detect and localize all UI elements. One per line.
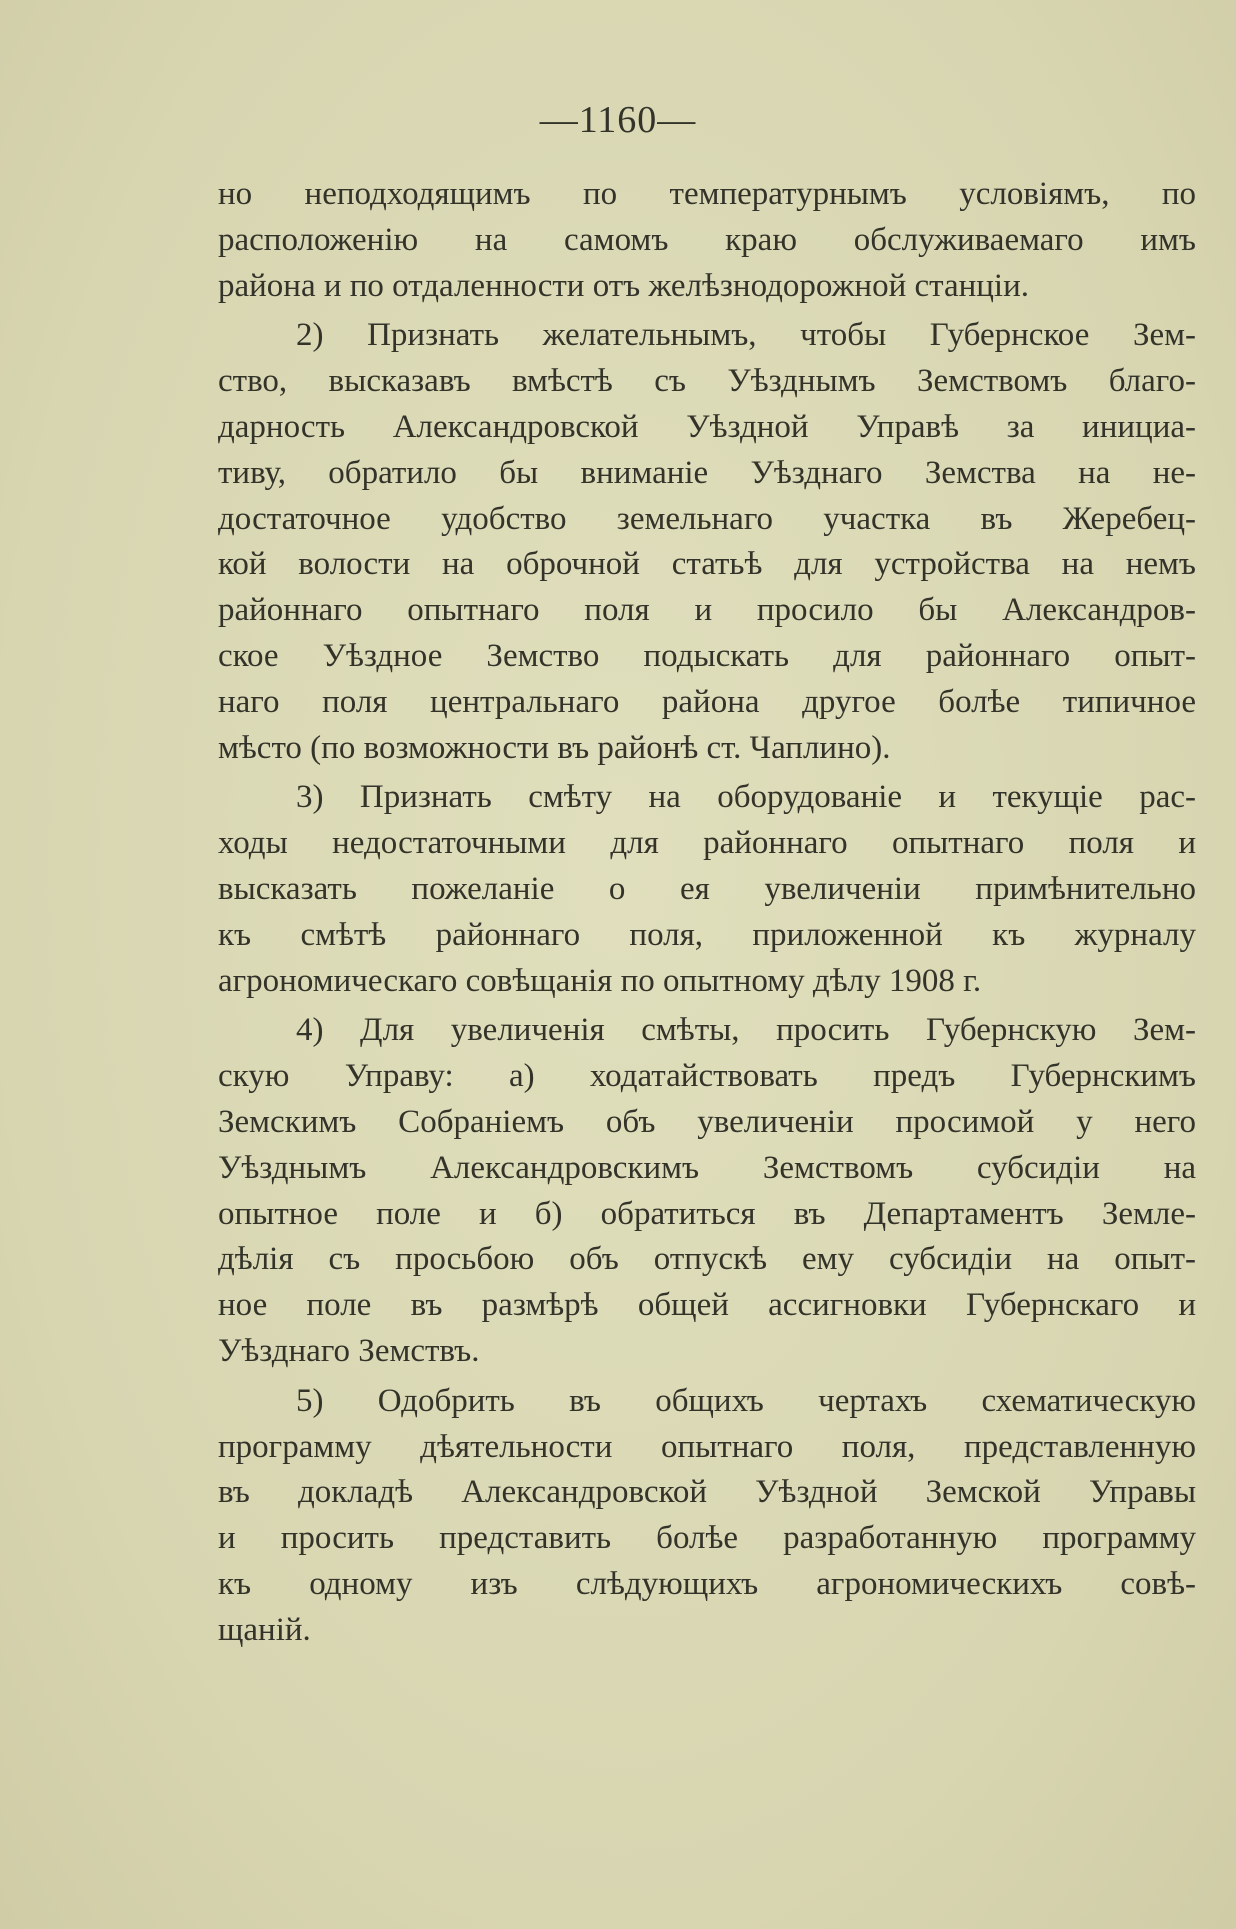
text-line: ское Уѣздное Земство подыскать для районнаго опыт-	[218, 637, 1196, 674]
page-number: —1160—	[539, 99, 697, 141]
paragraph	[218, 775, 1196, 1004]
text-line: районнаго опытнаго поля и просило бы Александров-	[218, 592, 1196, 629]
text-line: ходы недостаточными для районнаго опытнаго поля и	[218, 825, 1196, 862]
text-line: наго поля центральнаго района другое болѣе типичное	[218, 683, 1196, 720]
text-line: скую Управу: а) ходатайствовать предъ Губернскимъ	[218, 1058, 1196, 1095]
text-line: щаній.	[218, 1611, 311, 1648]
paragraph	[218, 1008, 1196, 1374]
text-line: Уѣзднаго Земствъ.	[218, 1332, 480, 1369]
text-line: 4) Для увеличенія смѣты, просить Губернскую Зем-	[296, 1012, 1196, 1049]
text-line: 3) Признать смѣту на оборудованіе и текущіе рас-	[296, 779, 1196, 816]
text-line: дѣлія съ просьбою объ отпускѣ ему субсидіи на опыт-	[218, 1241, 1196, 1278]
text-line: района и по отдаленности отъ желѣзнодорожной станціи.	[218, 267, 1029, 304]
text-line: высказать пожеланіе о ея увеличеніи примѣнительно	[218, 870, 1196, 907]
text-line: къ смѣтѣ районнаго поля, приложенной къ журналу	[218, 916, 1196, 953]
text-line: расположенію на самомъ краю обслуживаемаго имъ	[218, 221, 1196, 258]
text-line: тиву, обратило бы вниманіе Уѣзднаго Земства на не-	[218, 454, 1196, 491]
text-line: ное поле въ размѣрѣ общей ассигновки Губернскаго и	[218, 1287, 1196, 1324]
paragraph	[218, 1379, 1196, 1654]
text-line: кой волости на оброчной статьѣ для устройства на немъ	[218, 546, 1196, 583]
text-line: и просить представить болѣе разработанную программу	[218, 1520, 1196, 1557]
text-line: ство, высказавъ вмѣстѣ съ Уѣзднымъ Земствомъ благо-	[218, 363, 1196, 400]
text-line: Земскимъ Собраніемъ объ увеличеніи просимой у него	[218, 1103, 1196, 1140]
paragraph	[218, 313, 1196, 771]
text-line: въ докладѣ Александровской Уѣздной Земской Управы	[218, 1474, 1196, 1511]
document-body	[218, 172, 1196, 1658]
text-line: но неподходящимъ по температурнымъ условіямъ, по	[218, 176, 1196, 212]
text-line: 5) Одобрить въ общихъ чертахъ схематическую	[296, 1382, 1196, 1419]
text-line: Уѣзднымъ Александровскимъ Земствомъ субсидіи на	[218, 1149, 1196, 1186]
text-line: дарность Александровской Уѣздной Управѣ за инициа-	[218, 408, 1196, 445]
text-line: агрономическаго совѣщанія по опытному дѣлу 1908 г.	[218, 962, 982, 999]
text-line: достаточное удобство земельнаго участка въ Жеребец-	[218, 500, 1196, 537]
text-line: 2) Признать желательнымъ, чтобы Губернское Зем-	[296, 317, 1196, 354]
paragraph	[218, 172, 1196, 309]
text-line: программу дѣятельности опытнаго поля, представленную	[218, 1428, 1196, 1465]
text-line: мѣсто (по возможности въ районѣ ст. Чаплино).	[218, 729, 891, 766]
text-line: опытное поле и б) обратиться въ Департаментъ Земле-	[218, 1195, 1196, 1232]
text-line: къ одному изъ слѣдующихъ агрономическихъ совѣ-	[218, 1565, 1196, 1602]
